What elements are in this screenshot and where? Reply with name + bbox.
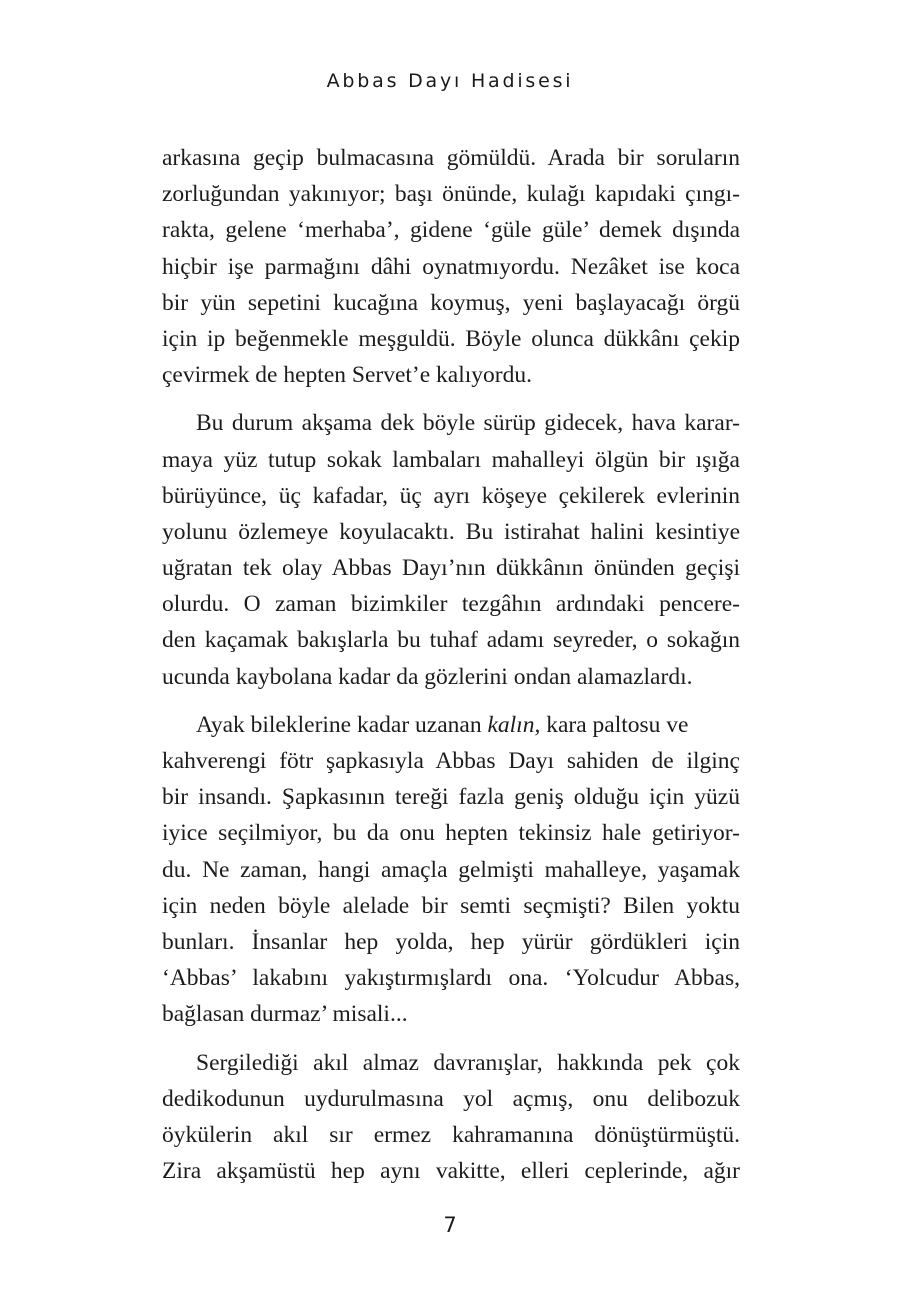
paragraph-3: [162, 707, 740, 1033]
text-line: zorluğundan yakınıyor; başı önünde, kulağı kapıdaki çıngı-: [162, 181, 740, 208]
text-line: bunları. İnsanlar hep yolda, hep yürür gördükleri için: [162, 928, 740, 955]
text-line: için neden böyle alelade bir semti seçmişti? Bilen yoktu: [162, 892, 740, 919]
text-line: bürüyünce, üç kafadar, üç ayrı köşeye çekilerek evlerinin: [162, 482, 740, 509]
paragraph-1: [162, 140, 740, 393]
text-line: uğratan tek olay Abbas Dayı’nın dükkânın önünden geçişi: [162, 555, 740, 582]
text-line: rakta, gelene ‘merhaba’, gidene ‘güle güle’ demek dışında: [162, 217, 740, 244]
paragraph-2: [162, 405, 740, 695]
text-line: bir insandı. Şapkasının tereği fazla geniş olduğu için yüzü: [162, 784, 740, 811]
text-line: maya yüz tutup sokak lambaları mahalleyi ölgün bir ışığa: [162, 446, 740, 473]
text-line: hiçbir işe parmağını dâhi oynatmıyordu. Nezâket ise koca: [162, 253, 740, 280]
text-line-with-italic: [162, 707, 740, 743]
page-number: 7: [443, 1213, 457, 1237]
running-header-title: Abbas Dayı Hadisesi: [326, 70, 574, 92]
text-run: Ayak bileklerine kadar uzanan: [196, 711, 488, 738]
italic-word: kalın,: [487, 711, 541, 738]
text-line: bir yün sepetini kucağına koymuş, yeni başlayacağı örgü: [162, 289, 740, 316]
text-line: dedikodunun uydurulmasına yol açmış, onu delibozuk: [162, 1085, 740, 1112]
text-line: Sergilediği akıl almaz davranışlar, hakkında pek çok: [196, 1049, 740, 1076]
text-line: Zira akşamüstü hep aynı vakitte, elleri ceplerinde, ağır: [162, 1158, 740, 1185]
text-line: yolunu özlemeye koyulacaktı. Bu istirahat halini kesintiye: [162, 518, 740, 545]
text-run: kara paltosu ve: [540, 711, 689, 738]
text-line: Bu durum akşama dek böyle sürüp gidecek, hava karar-: [196, 410, 740, 437]
body-text: [162, 140, 740, 1189]
text-line: arkasına geçip bulmacasına gömüldü. Arada bir soruların: [162, 145, 740, 171]
text-line: ucunda kaybolana kadar da gözlerini ondan alamazlardı.: [162, 663, 693, 690]
text-line: kahverengi fötr şapkasıyla Abbas Dayı sahiden de ilginç: [162, 748, 740, 774]
text-line: den kaçamak bakışlarla bu tuhaf adamı seyreder, o sokağın: [162, 627, 740, 654]
text-line: çevirmek de hepten Servet’e kalıyordu.: [162, 362, 532, 389]
paragraph-4: [162, 1045, 740, 1190]
text-line: iyice seçilmiyor, bu da onu hepten tekinsiz hale getiriyor-: [162, 820, 740, 847]
text-line: bağlasan durmaz’ misali...: [162, 1001, 408, 1028]
text-line: du. Ne zaman, hangi amaçla gelmişti mahalleye, yaşamak: [162, 856, 740, 883]
text-line: için ip beğenmekle meşguldü. Böyle olunca dükkânı çekip: [162, 325, 740, 352]
text-line: olurdu. O zaman bizimkiler tezgâhın ardındaki pencere-: [162, 591, 740, 618]
text-line: öykülerin akıl sır ermez kahramanına dönüştürmüştü.: [162, 1121, 740, 1148]
text-line: ‘Abbas’ lakabını yakıştırmışlardı ona. ‘Yolcudur Abbas,: [162, 965, 740, 992]
